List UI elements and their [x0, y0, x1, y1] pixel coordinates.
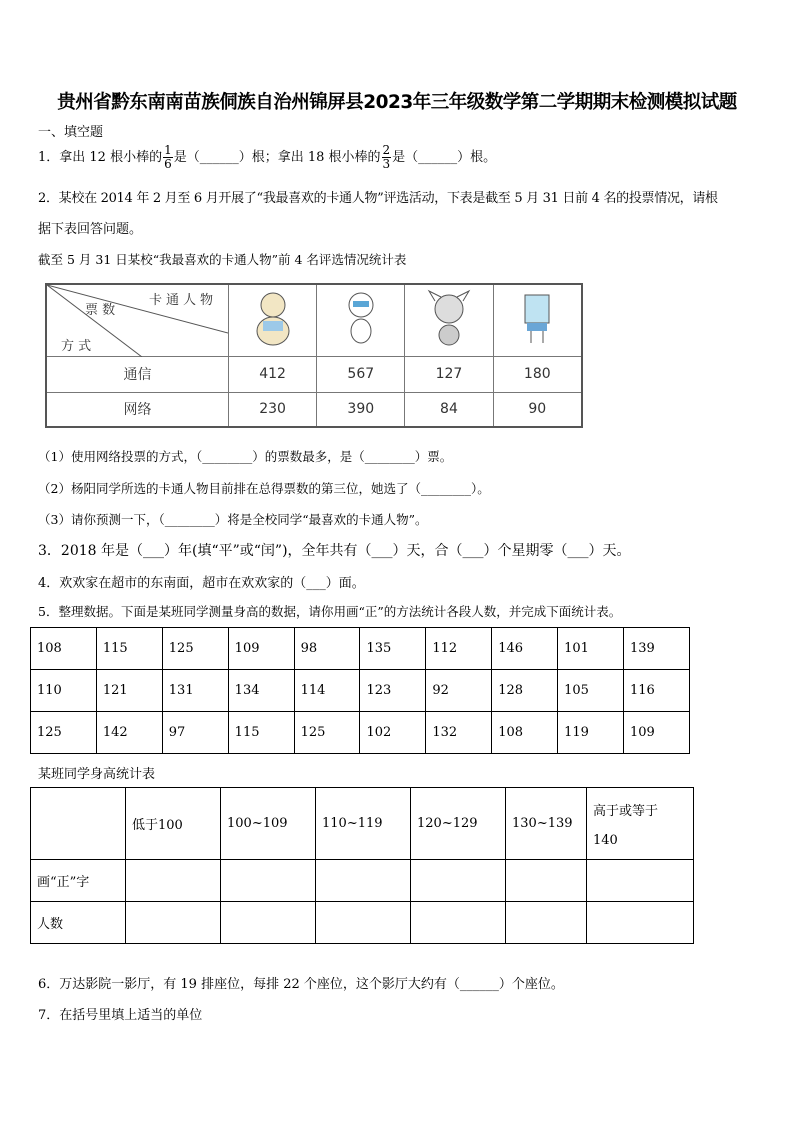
data-cell: 121 [96, 670, 162, 712]
vote-cell: 180 [493, 356, 582, 392]
header-character: 卡通人物 [149, 293, 218, 308]
subquestion-2: （2）杨阳同学所选的卡通人物目前排在总得票数的第三位，她选了（________）。 [38, 481, 490, 496]
data-cell: 101 [558, 628, 624, 670]
vote-cell: 230 [229, 392, 317, 427]
height-data-table [30, 627, 690, 754]
vote-cell: 412 [229, 356, 317, 392]
row-label: 人数 [31, 902, 126, 944]
vote-cell: 567 [317, 356, 405, 392]
answer-cell[interactable] [316, 860, 411, 902]
data-cell: 132 [426, 712, 492, 754]
row-label: 通信 [46, 356, 229, 392]
data-row [31, 670, 690, 712]
numerator: 1 [164, 143, 172, 157]
answer-cell[interactable] [587, 860, 694, 902]
data-cell: 109 [624, 712, 690, 754]
cartoon-dog-image [317, 284, 405, 356]
header-line-2: 140 [593, 832, 618, 848]
data-cell: 108 [31, 628, 97, 670]
header-cell: 110~119 [316, 788, 411, 860]
page-title: 贵州省黔东南南苗族侗族自治州锦屏县2023年三年级数学第二学期期末检测模拟试题 [57, 92, 737, 113]
stat-row-count [31, 902, 694, 944]
stat-header-row [31, 788, 694, 860]
question-5: 5．整理数据。下面是某班同学测量身高的数据，请你用画“正”的方法统计各段人数，并完成下面统计表。 [38, 604, 622, 619]
data-cell: 102 [360, 712, 426, 754]
denominator: 3 [382, 157, 391, 171]
answer-cell[interactable] [126, 902, 221, 944]
answer-cell[interactable] [587, 902, 694, 944]
data-cell: 110 [31, 670, 97, 712]
vote-table-caption: 截至 5 月 31 日某校“我最喜欢的卡通人物”前 4 名评选情况统计表 [38, 252, 407, 267]
numerator: 2 [382, 143, 391, 157]
q1-text-b: 是（______）根；拿出 18 根小棒的 [173, 150, 381, 165]
row-label: 网络 [46, 392, 229, 427]
data-cell: 108 [492, 712, 558, 754]
answer-cell[interactable] [506, 902, 587, 944]
question-7: 7．在括号里填上适当的单位 [38, 1008, 203, 1023]
data-cell: 109 [228, 628, 294, 670]
answer-cell[interactable] [411, 902, 506, 944]
data-row [31, 628, 690, 670]
data-cell: 134 [228, 670, 294, 712]
vote-cell: 84 [405, 392, 493, 427]
answer-cell[interactable] [411, 860, 506, 902]
stat-table-caption: 某班同学身高统计表 [38, 767, 156, 782]
data-cell: 131 [162, 670, 228, 712]
section-heading: 一、填空题 [38, 125, 104, 140]
data-cell: 105 [558, 670, 624, 712]
data-cell: 92 [426, 670, 492, 712]
header-votes: 票 数 [85, 303, 116, 318]
vote-table [45, 283, 583, 428]
data-cell: 98 [294, 628, 360, 670]
data-cell: 135 [360, 628, 426, 670]
data-cell: 112 [426, 628, 492, 670]
subquestion-3: （3）请你预测一下，（________）将是全校同学“最喜欢的卡通人物”。 [38, 512, 428, 527]
vote-row-network [46, 392, 582, 427]
height-stat-table [30, 787, 694, 944]
fraction-1-6 [163, 144, 173, 171]
header-cell: 130~139 [506, 788, 587, 860]
data-cell: 116 [624, 670, 690, 712]
data-cell: 128 [492, 670, 558, 712]
answer-cell[interactable] [221, 902, 316, 944]
data-cell: 115 [228, 712, 294, 754]
data-cell: 142 [96, 712, 162, 754]
question-2-line1: 2．某校在 2014 年 2 月至 6 月开展了“我最喜欢的卡通人物”评选活动，下表是截至 5 月 31 日前 4 名的投票情况，请根 [38, 191, 718, 206]
data-cell: 114 [294, 670, 360, 712]
vote-cell: 127 [405, 356, 493, 392]
cartoon-wolf-image [405, 284, 493, 356]
header-cell: 低于100 [126, 788, 221, 860]
subquestion-1: （1）使用网络投票的方式，（________）的票数最多，是（________）票。 [38, 449, 453, 464]
fraction-2-3 [382, 144, 392, 171]
answer-cell[interactable] [221, 860, 316, 902]
vote-row-telecom [46, 356, 582, 392]
data-cell: 119 [558, 712, 624, 754]
denominator: 6 [164, 157, 172, 171]
answer-cell[interactable] [126, 860, 221, 902]
data-row [31, 712, 690, 754]
stat-row-tally [31, 860, 694, 902]
data-cell: 125 [31, 712, 97, 754]
data-cell: 115 [96, 628, 162, 670]
question-6: 6．万达影院一影厅，有 19 排座位，每排 22 个座位，这个影厅大约有（______）个座位。 [38, 977, 564, 992]
question-1 [38, 144, 496, 171]
header-cell: 120~129 [411, 788, 506, 860]
answer-cell[interactable] [316, 902, 411, 944]
vote-cell: 390 [317, 392, 405, 427]
data-cell: 97 [162, 712, 228, 754]
data-cell: 123 [360, 670, 426, 712]
vote-cell: 90 [493, 392, 582, 427]
row-label: 画“正”字 [31, 860, 126, 902]
cartoon-bear-image [229, 284, 317, 356]
q1-text-c: 是（______）根。 [392, 150, 497, 165]
question-3: 3．2018 年是（___）年(填“平”或“闰”)，全年共有（___）天，合（___）个星期零（___）天。 [38, 543, 631, 559]
header-method: 方 式 [61, 339, 92, 354]
diagonal-header-cell [46, 284, 229, 356]
header-line-1: 高于或等于 [593, 803, 659, 819]
data-cell: 139 [624, 628, 690, 670]
question-2-line2: 据下表回答问题。 [38, 222, 143, 237]
cartoon-sponge-image [493, 284, 582, 356]
data-cell: 125 [294, 712, 360, 754]
question-4: 4．欢欢家在超市的东南面，超市在欢欢家的（___）面。 [38, 576, 365, 591]
data-cell: 146 [492, 628, 558, 670]
empty-corner-cell [31, 788, 126, 860]
header-cell: 100~109 [221, 788, 316, 860]
answer-cell[interactable] [506, 860, 587, 902]
q1-text-a: 1．拿出 12 根小棒的 [38, 150, 163, 165]
data-cell: 125 [162, 628, 228, 670]
header-cell [587, 788, 694, 860]
